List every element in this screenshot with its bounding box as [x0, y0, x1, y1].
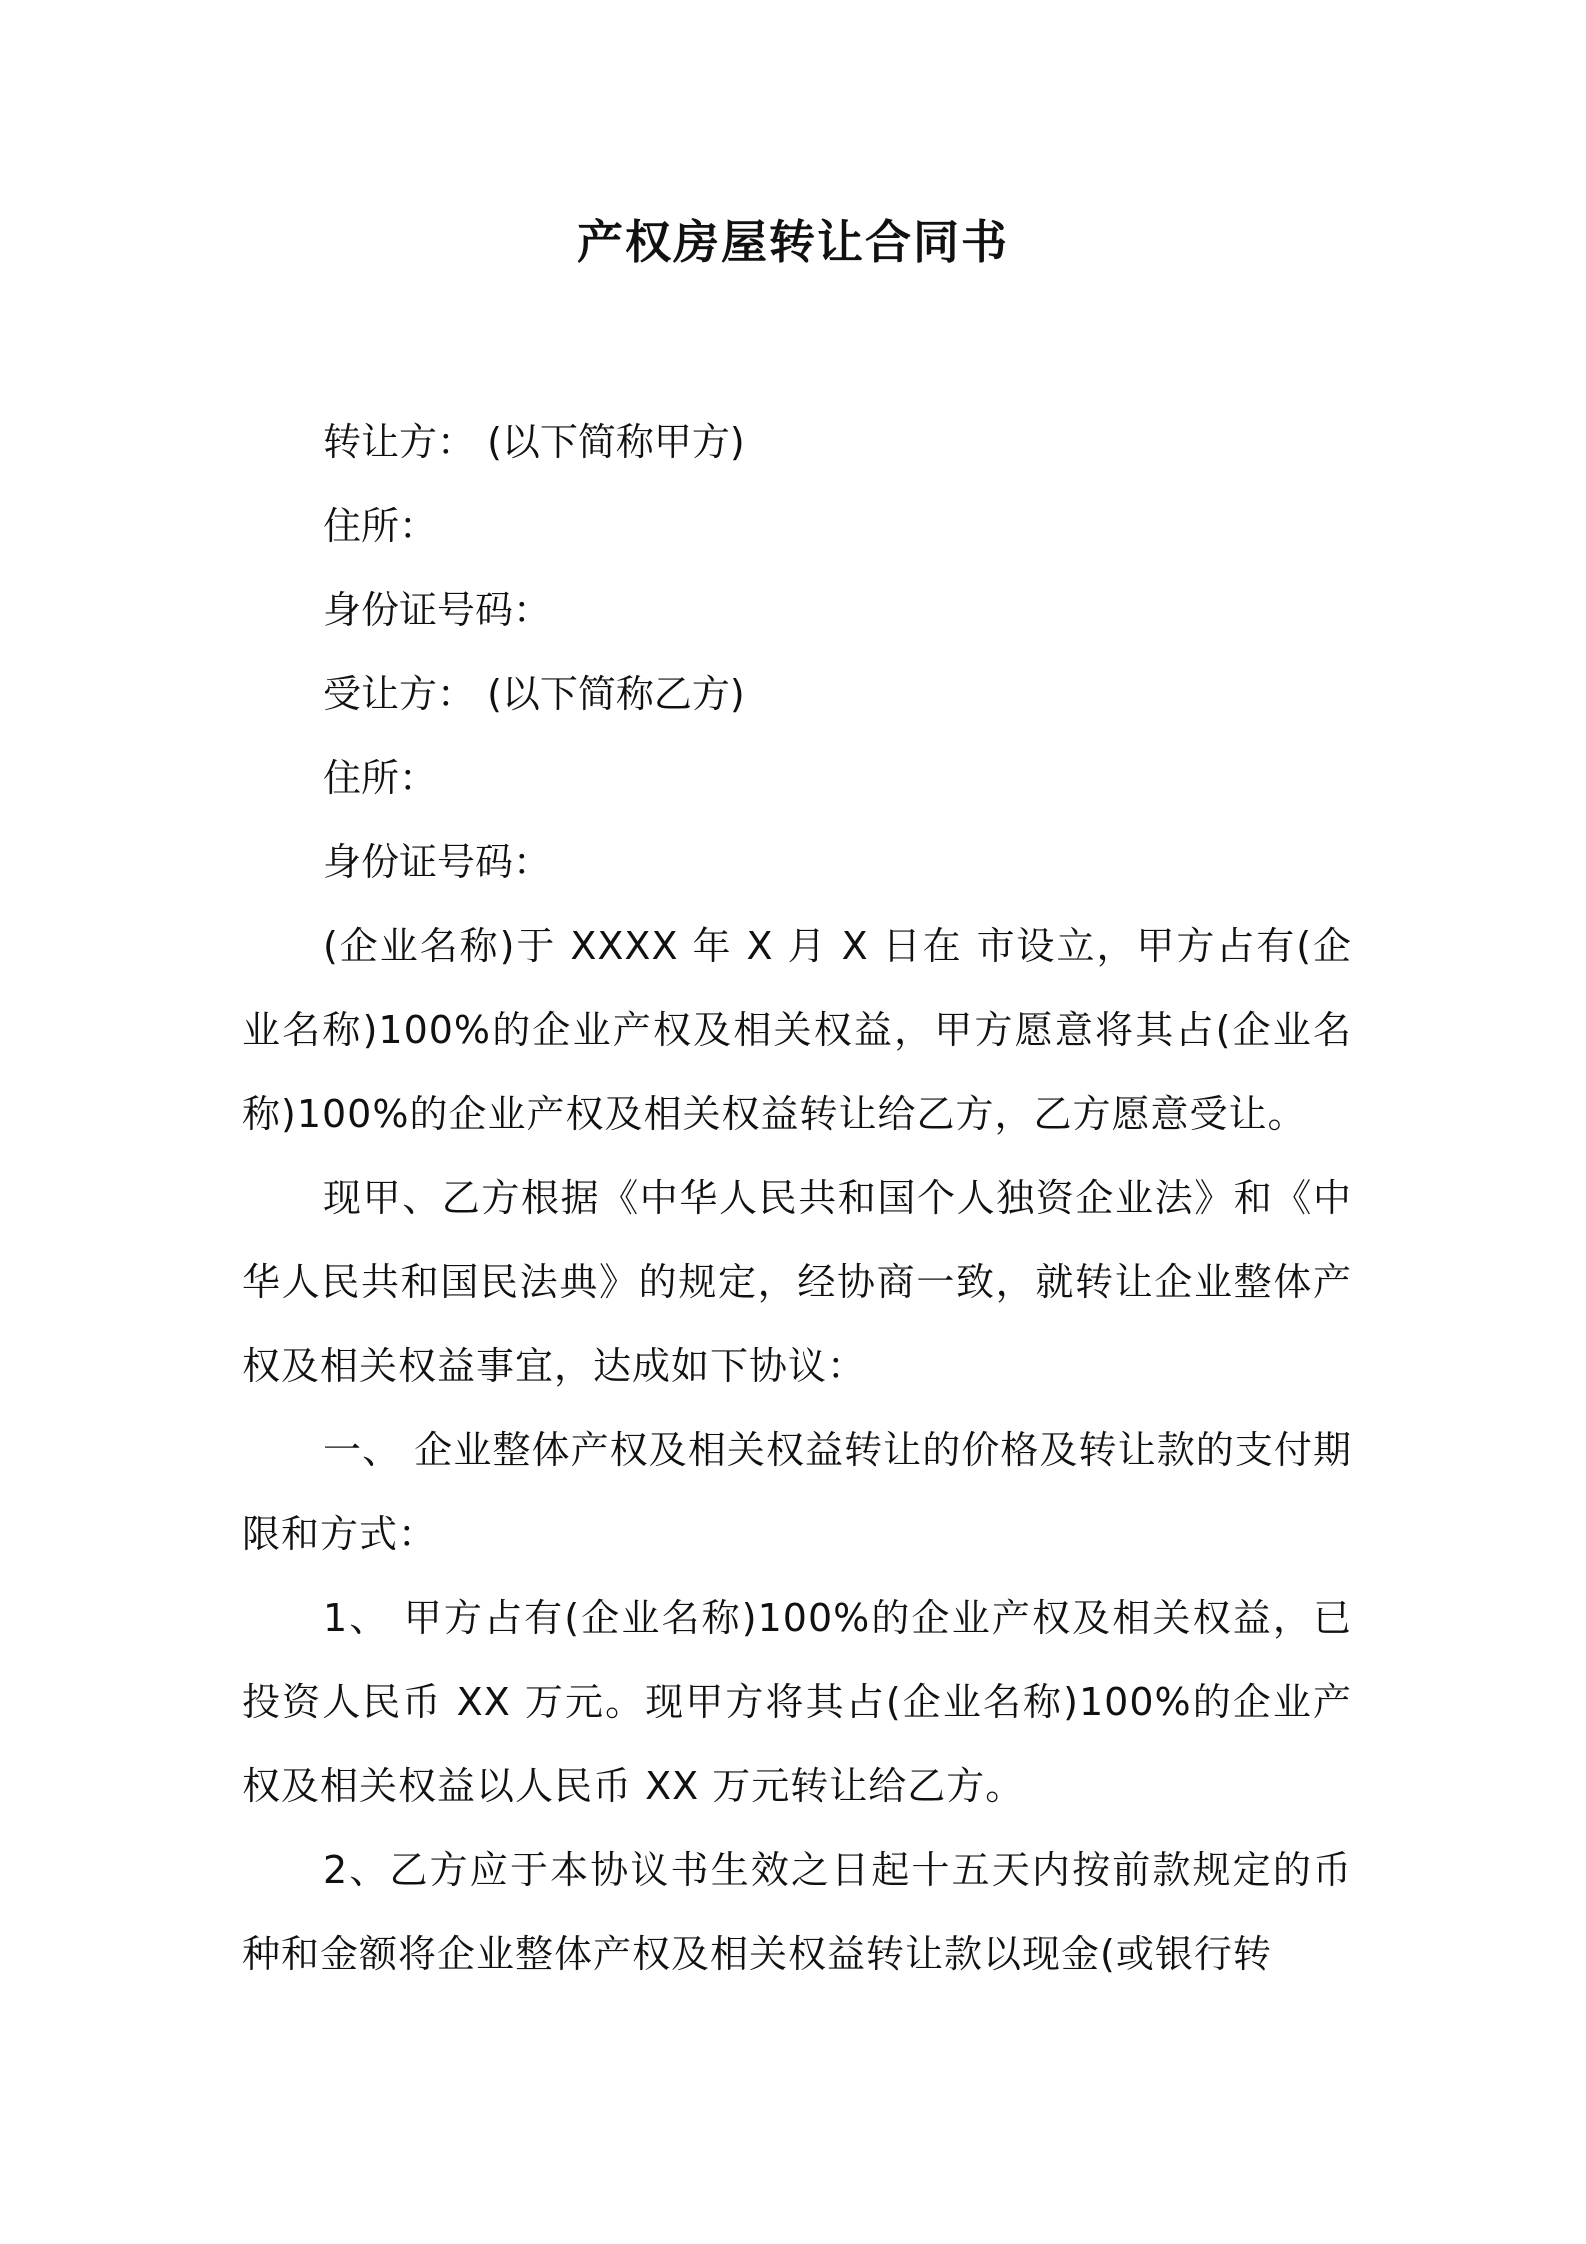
transferor-field: 转让方： (以下简称甲方) [323, 420, 745, 464]
document-title: 产权房屋转让合同书 [577, 215, 1009, 269]
section-one-heading: 一、 企业整体产权及相关权益转让的价格及转让款的支付期限和方式： [242, 1428, 1352, 1556]
transferor-address-field: 住所： [323, 504, 438, 548]
document-body [242, 400, 1352, 1996]
transferee-field: 受让方： (以下简称乙方) [323, 672, 745, 716]
clause-1-paragraph: 1、 甲方占有(企业名称)100%的企业产权及相关权益，已投资人民币 XX 万元。现甲方将其占(企业名称)100%的企业产权及相关权益以人民币 XX 万元转让给乙方。 [242, 1596, 1352, 1808]
enterprise-paragraph: (企业名称)于 XXXX 年 X 月 X 日在 市设立，甲方占有(企业名称)100%的企业产权及相关权益，甲方愿意将其占(企业名称)100%的企业产权及相关权益转让给乙方，乙方愿意受让。 [242, 924, 1352, 1136]
transferor-id-field: 身份证号码： [323, 588, 552, 632]
transferee-address-field: 住所： [323, 756, 438, 800]
clause-2-paragraph: 2、乙方应于本协议书生效之日起十五天内按前款规定的币种和金额将企业整体产权及相关权益转让款以现金(或银行转 [242, 1848, 1352, 1976]
transferee-id-field: 身份证号码： [323, 840, 552, 884]
legal-basis-paragraph: 现甲、乙方根据《中华人民共和国个人独资企业法》和《中华人民共和国民法典》的规定，经协商一致，就转让企业整体产权及相关权益事宜，达成如下协议： [242, 1176, 1352, 1388]
